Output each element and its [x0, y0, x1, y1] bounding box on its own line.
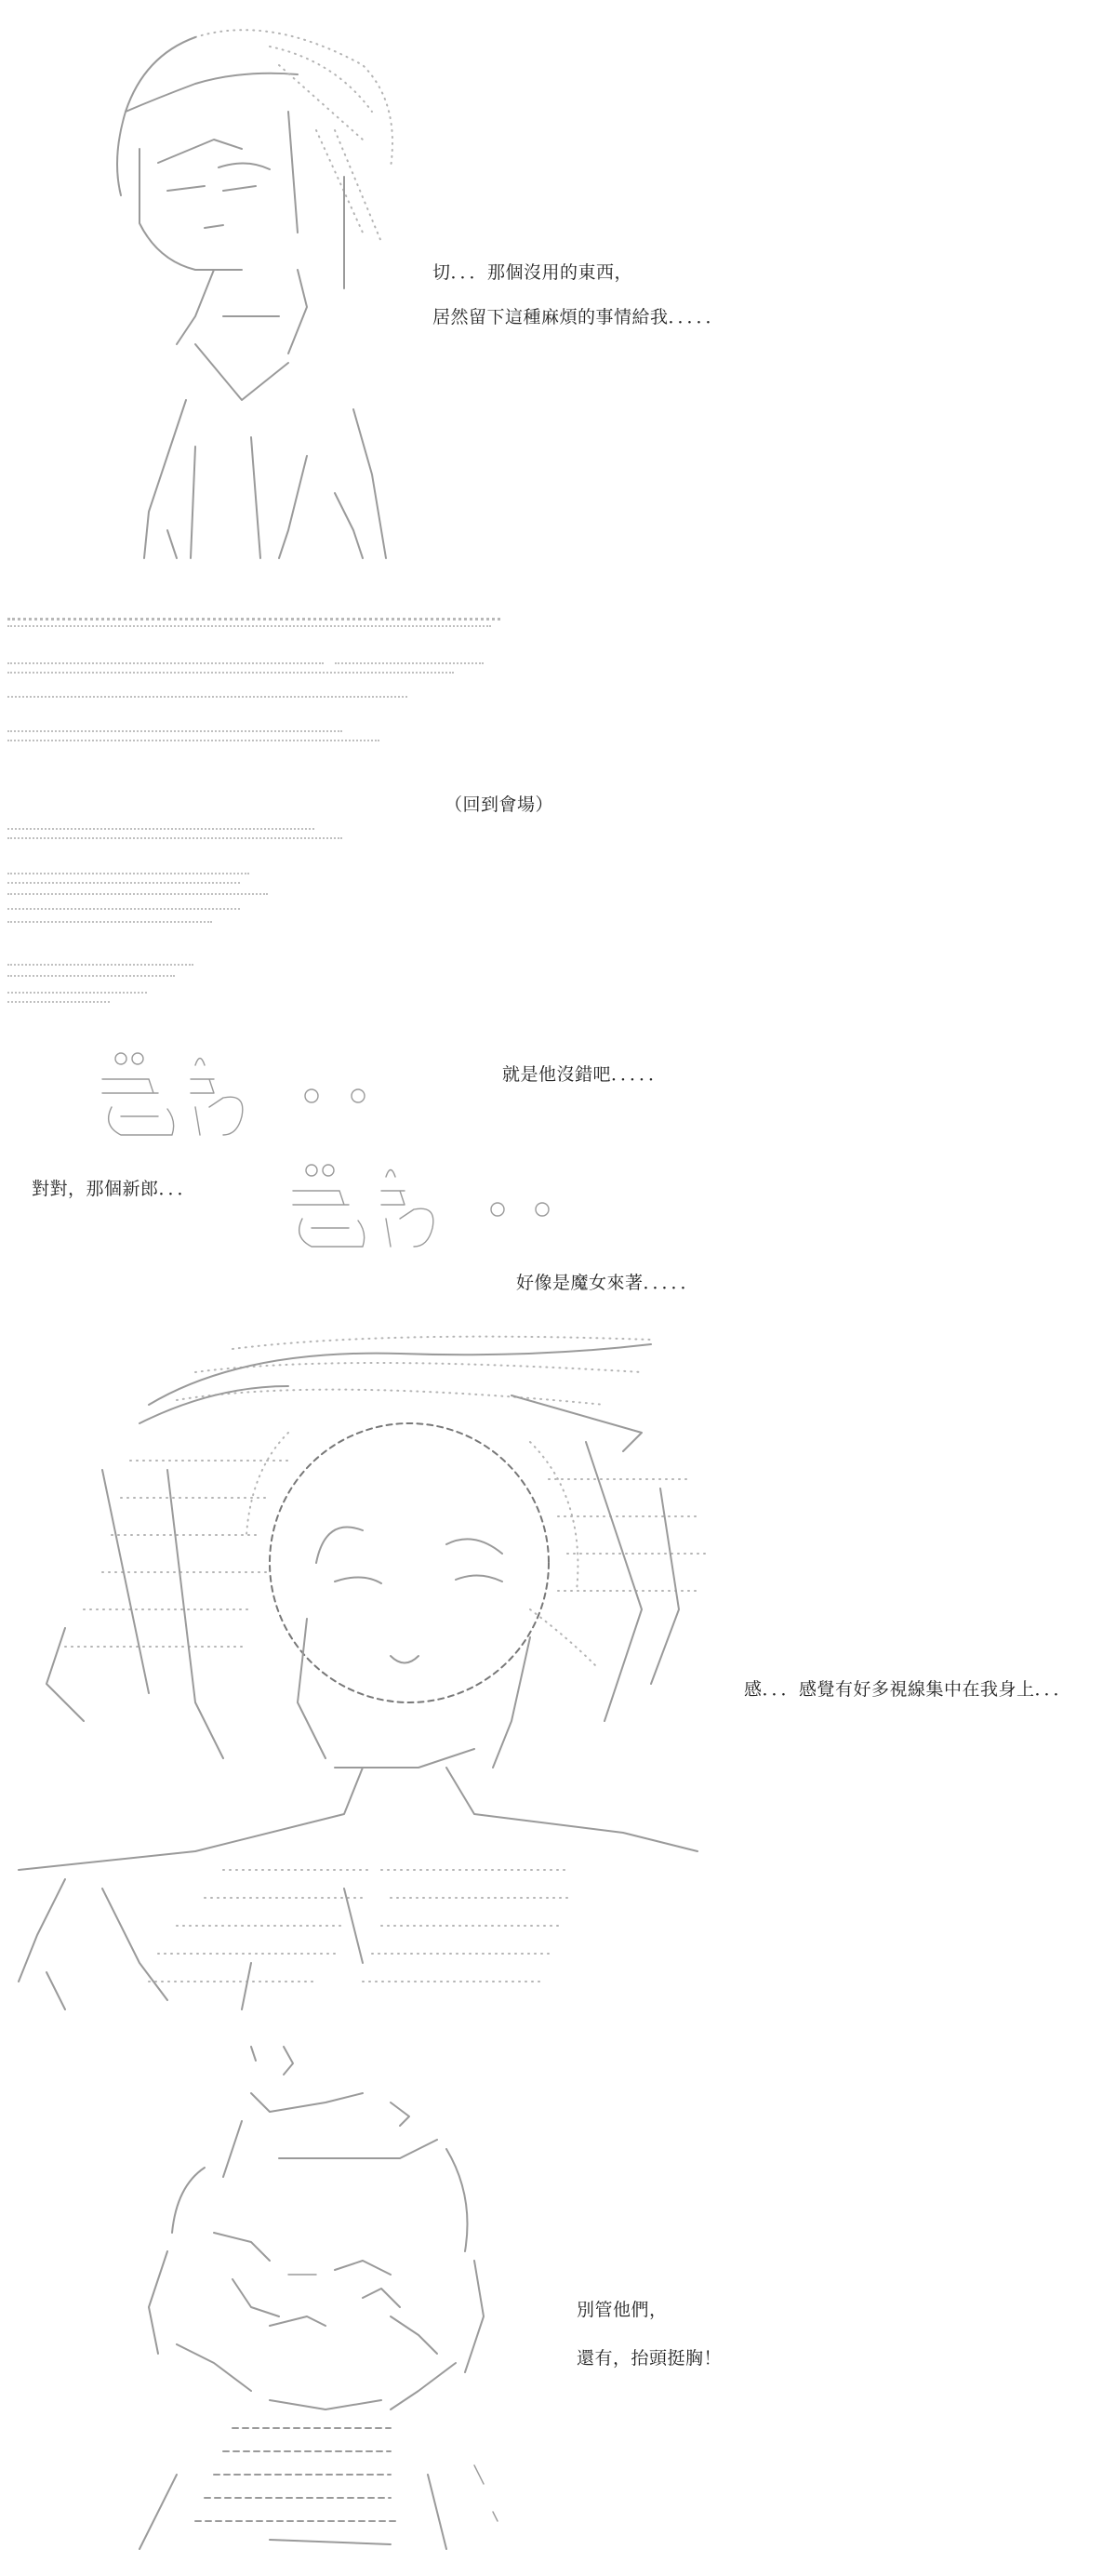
dot-texture — [7, 921, 212, 923]
ascii-art-crowd-right — [274, 1154, 591, 1265]
dot-texture — [7, 828, 314, 830]
dot-texture — [7, 992, 147, 994]
ascii-art-figure-standing — [56, 9, 446, 567]
dot-texture — [7, 740, 379, 741]
crowd-dialogue-2: 對對，那個新郎．．． — [32, 1179, 196, 1199]
ascii-art-crowd-left — [84, 1042, 400, 1154]
dot-texture — [7, 1001, 110, 1003]
dot-texture — [7, 975, 175, 977]
crowd-dialogue-3: 好像是魔女來著．．．．． — [516, 1273, 699, 1293]
dot-texture — [7, 964, 193, 966]
dot-texture — [7, 837, 342, 839]
dot-texture — [7, 873, 249, 874]
dot-texture — [7, 662, 324, 664]
dialogue-line: 還有，抬頭挺胸！ — [577, 2348, 723, 2369]
dialogue-line: 感．．．感覺有好多視線集中在我身上．．． — [744, 1679, 1072, 1700]
dot-texture — [7, 625, 491, 627]
ascii-art-companion — [84, 2037, 549, 2568]
dot-texture — [7, 908, 240, 910]
dot-texture — [335, 662, 484, 664]
dialogue-line: 別管他們， — [577, 2300, 668, 2320]
dot-texture — [7, 730, 342, 732]
scene-label: （回到會場） — [445, 794, 554, 815]
dot-texture — [7, 893, 268, 895]
dot-texture — [7, 672, 454, 674]
dot-texture — [7, 882, 240, 884]
crowd-dialogue-1: 就是他沒錯吧．．．．． — [502, 1064, 667, 1085]
dot-texture — [7, 696, 407, 698]
dot-texture — [7, 618, 500, 621]
dialogue-line: 切．．．那個沒用的東西， — [432, 262, 633, 283]
dialogue-line: 居然留下這種麻煩的事情給我．．．．． — [432, 307, 724, 327]
ascii-art-bride — [9, 1330, 716, 2019]
